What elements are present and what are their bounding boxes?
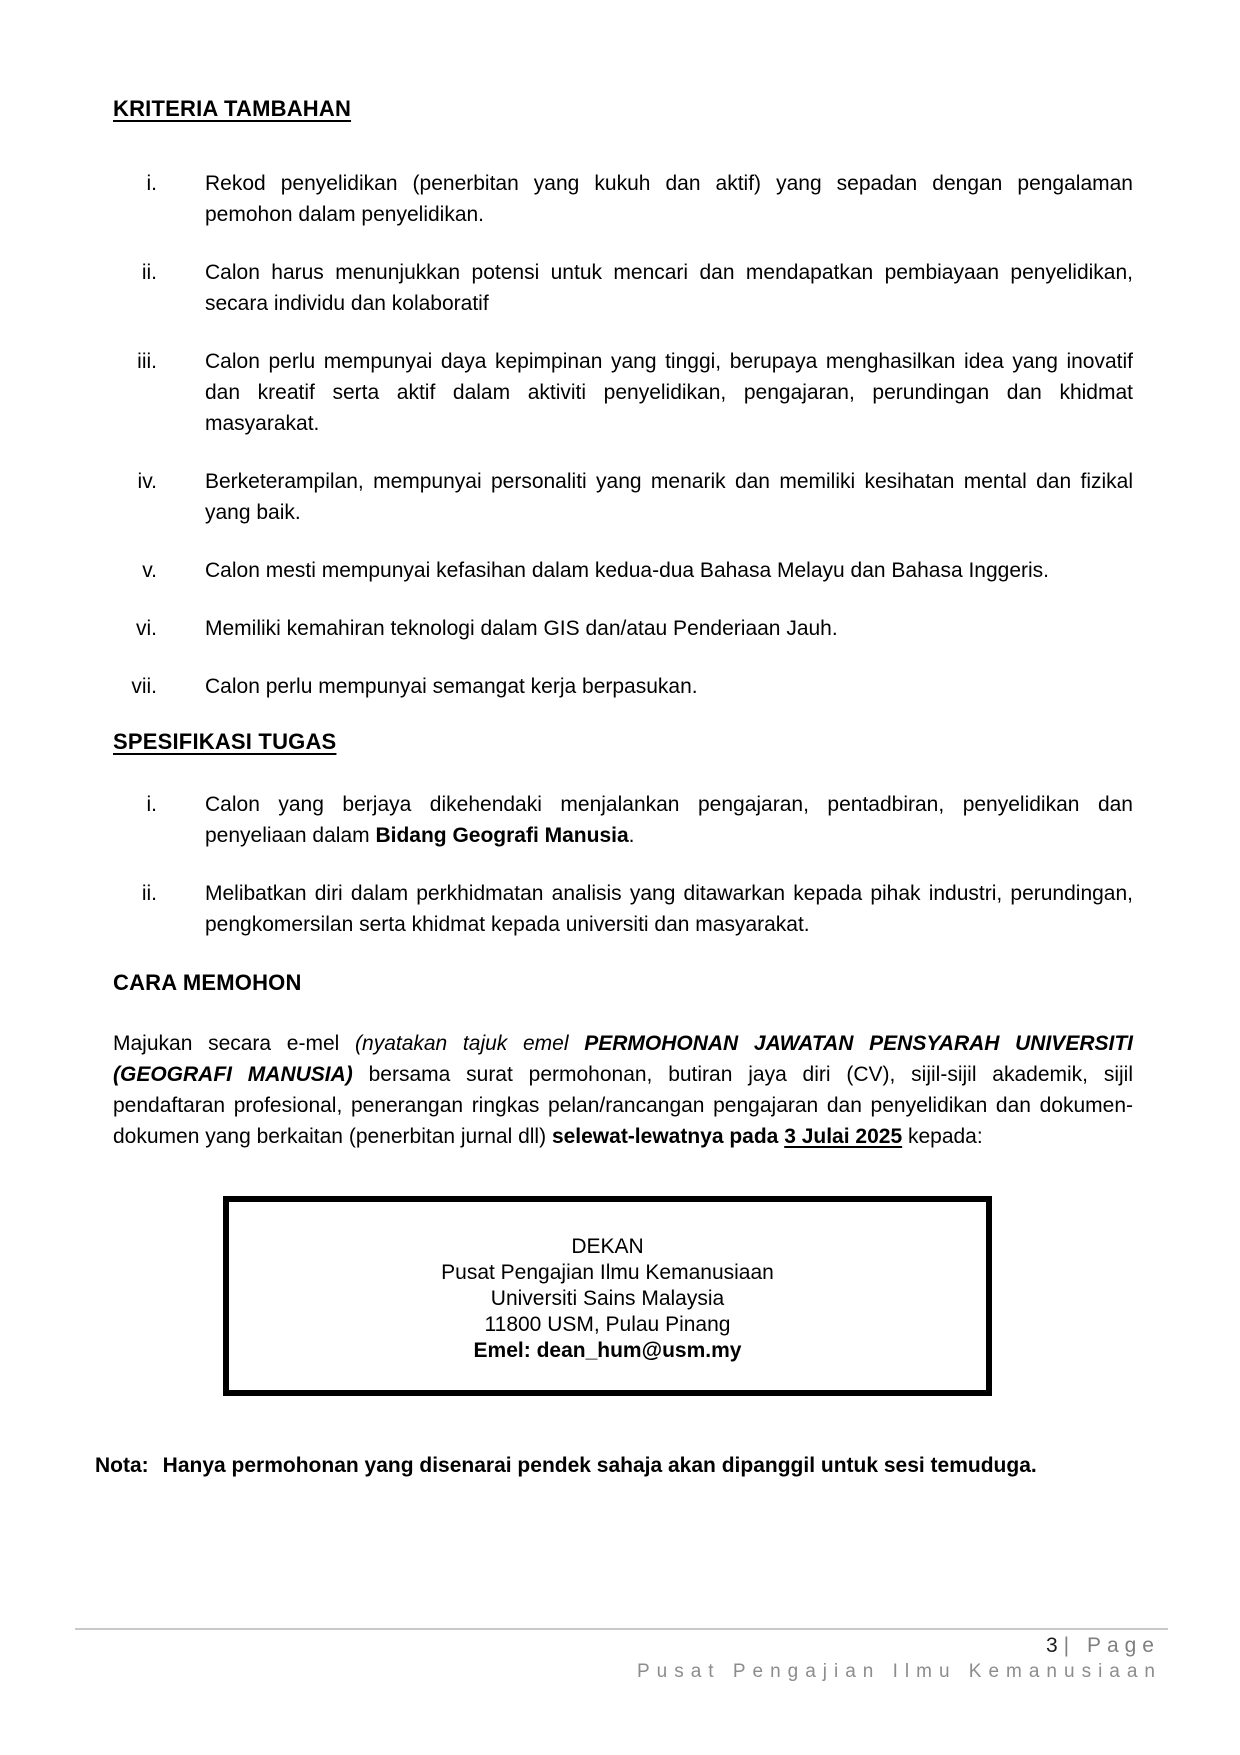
text-run: bersama surat permohonan, butiran jaya diri (CV), sijil-sijil akademik, sijil pendaftaran profesional, penerangan ringkas pelan/rancangan pengajaran dan penyelidikan dan dokumen-dokumen yang berkaitan (penerbitan jurnal dll) xyxy=(113,1063,1133,1148)
heading-cara-memohon: CARA MEMOHON xyxy=(113,970,302,995)
list-item-text: Berketerampilan, mempunyai personaliti yang menarik dan memiliki kesihatan mental dan fizikal yang baik. xyxy=(205,470,1133,524)
list-item-number: ii. xyxy=(141,882,157,905)
address-line-school: Pusat Pengajian Ilmu Kemanusiaan xyxy=(441,1261,774,1284)
text-run: kepada: xyxy=(902,1125,983,1148)
footer-divider xyxy=(75,1628,1168,1630)
list-item-number: i. xyxy=(146,172,157,195)
heading-spesifikasi-tugas: SPESIFIKASI TUGAS xyxy=(113,729,337,754)
text-run: Calon yang berjaya dikehendaki menjalankan pengajaran, pentadbiran, penyelidikan dan penyeliaan dalam xyxy=(205,793,1133,847)
list-item xyxy=(113,168,1133,230)
footer-department: Pusat Pengajian Ilmu Kemanusiaan xyxy=(636,1661,1162,1682)
list-item-number: v. xyxy=(142,559,157,582)
list-item xyxy=(113,257,1133,319)
text-run-bold: Bidang Geografi Manusia xyxy=(375,824,629,847)
nota-line xyxy=(95,1452,1133,1480)
footer-page-number: 3 xyxy=(1045,1634,1064,1657)
list-item-text: Calon harus menunjukkan potensi untuk mencari dan mendapatkan pembiayaan penyelidikan, secara individu dan kolaboratif xyxy=(205,261,1133,315)
address-line-university: Universiti Sains Malaysia xyxy=(490,1287,725,1310)
deadline-date: 3 Julai 2025 xyxy=(784,1125,903,1148)
address-box xyxy=(223,1196,992,1396)
list-item xyxy=(113,346,1133,439)
heading-kriteria-tambahan: KRITERIA TAMBAHAN xyxy=(113,96,352,121)
list-item-number: i. xyxy=(146,793,157,816)
text-run: . xyxy=(628,824,635,847)
list-item-number: vi. xyxy=(136,617,157,640)
list-item xyxy=(113,613,1133,644)
list-item-number: iii. xyxy=(137,350,157,373)
list-item-text: Melibatkan diri dalam perkhidmatan analisis yang ditawarkan kepada pihak industri, perundingan, pengkomersilan serta khidmat kepada universiti dan masyarakat. xyxy=(205,882,1133,936)
list-item-text: Calon perlu mempunyai semangat kerja berpasukan. xyxy=(205,675,698,698)
list-item xyxy=(113,878,1133,940)
list-item xyxy=(113,555,1133,586)
spesifikasi-list xyxy=(113,789,1133,940)
text-run-italic: (nyatakan tajuk emel xyxy=(355,1032,585,1055)
list-item xyxy=(113,671,1133,702)
list-item-number: vii. xyxy=(131,675,157,698)
list-item xyxy=(113,789,1133,851)
kriteria-list xyxy=(113,168,1133,702)
text-run-bold-italic: PERMOHONAN JAWATAN PENSYARAH UNIVERSITI (GEOGRAFI MANUSIA) xyxy=(113,1032,1133,1086)
nota-text: Hanya permohonan yang disenarai pendek sahaja akan dipanggil untuk sesi temuduga. xyxy=(162,1454,1037,1477)
list-item-text: Calon perlu mempunyai daya kepimpinan yang tinggi, berupaya menghasilkan idea yang inovatif dan kreatif serta aktif dalam aktiviti penyelidikan, pengajaran, perundingan dan khidmat masyarakat. xyxy=(205,350,1133,435)
footer-page-indicator xyxy=(1046,1634,1160,1658)
list-item-number: ii. xyxy=(141,261,157,284)
list-item-text: Calon mesti mempunyai kefasihan dalam kedua-dua Bahasa Melayu dan Bahasa Inggeris. xyxy=(205,559,1049,582)
nota-label: Nota: xyxy=(95,1454,149,1477)
text-run-bold: selewat-lewatnya pada xyxy=(551,1125,785,1148)
list-item xyxy=(113,466,1133,528)
address-line-dekan: DEKAN xyxy=(571,1235,644,1258)
list-item-text: Memiliki kemahiran teknologi dalam GIS dan/atau Penderiaan Jauh. xyxy=(205,617,838,640)
address-line-email: Emel: dean_hum@usm.my xyxy=(473,1339,742,1362)
footer-page-label: | Page xyxy=(1063,1634,1160,1657)
address-line-city: 11800 USM, Pulau Pinang xyxy=(484,1313,731,1336)
application-instructions-paragraph xyxy=(113,1028,1133,1152)
list-item-text xyxy=(205,789,1133,851)
list-item-text: Rekod penyelidikan (penerbitan yang kukuh dan aktif) yang sepadan dengan pengalaman pemohon dalam penyelidikan. xyxy=(205,172,1133,226)
text-run: Majukan secara e-mel xyxy=(113,1032,356,1055)
list-item-number: iv. xyxy=(137,470,157,493)
